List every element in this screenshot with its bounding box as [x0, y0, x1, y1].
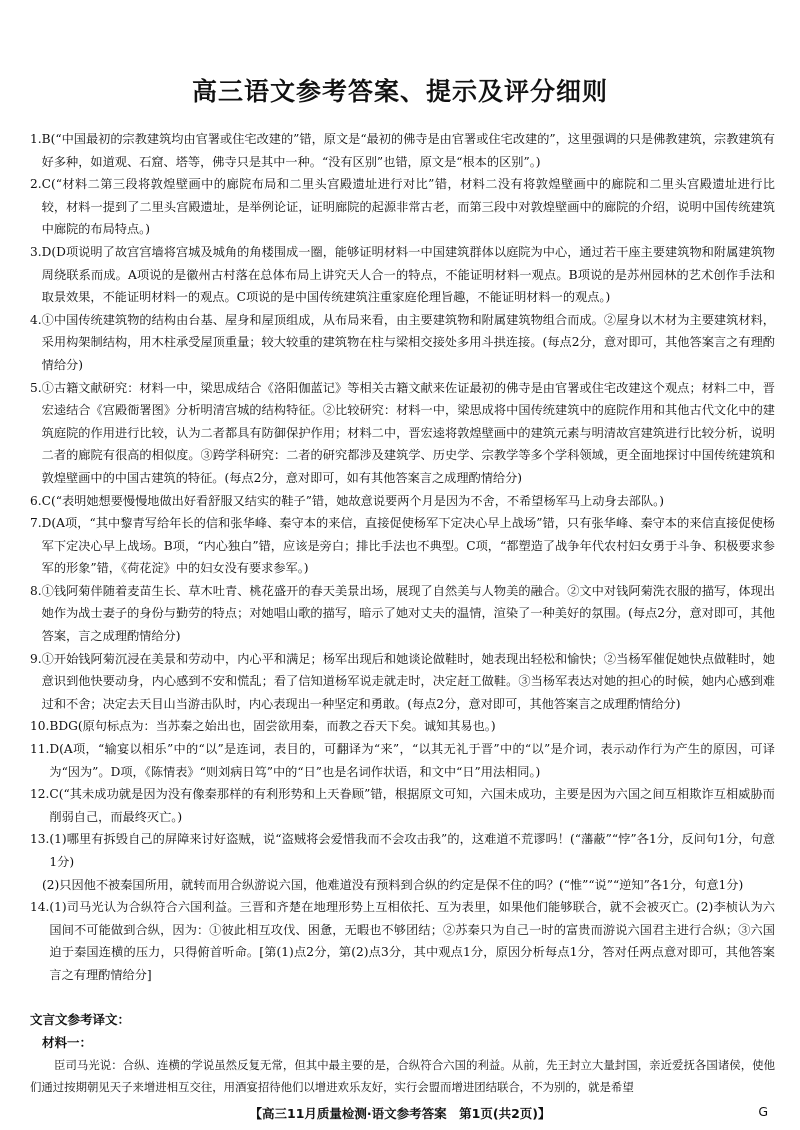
- item-text: B(“中国最初的宗教建筑均由官署或住宅改建的”错，原文是“最初的佛寺是由官署或住宅改建的”，这里强调的只是佛教建筑，宗教建筑有好多种，如道观、石窟、塔等，佛寺只是其中一种。“没有区别”也错，原文是“根本的区别”。): [41, 132, 775, 169]
- item-number: 5.: [30, 380, 42, 395]
- answer-item-11: [30, 738, 775, 783]
- item-text: ①中国传统建筑物的结构由台基、屋身和屋顶组成，从布局来看，由主要建筑物和附属建筑物组合而成。②屋身以木材为主要建筑材料，采用构架制结构，用木柱承受屋顶重量；较大较重的建筑物在柱与梁相交接处多用斗拱连接。(每点2分，意对即可，其他答案言之有理酌情给分): [41, 312, 775, 372]
- answer-item-6: [30, 490, 775, 513]
- answer-item-2: [30, 173, 775, 241]
- item-text: ①古籍文献研究：材料一中，梁思成结合《洛阳伽蓝记》等相关古籍文献来佐证最初的佛寺是由官署或住宅改建这个观点；材料二中，晋宏逵结合《宫殿衙署图》分析明清宫城的结构特征。②比较研究：材料一中，梁思成将中国传统建筑中的庭院作用和其他古代文化中的建筑庭院的作用进行比较，认为二者都具有防御保护作用；材料二中，晋宏逵将敦煌壁画中的建筑元素与明清故宫建筑进行比较分析，说明二者的廊院有很高的相似度。③跨学科研究：二者的研究都涉及建筑学、历史学、宗教学等多个学科领域，更全面地探讨中国传统建筑和敦煌壁画中的中国古建筑的特征。(每点2分，意对即可，如有其他答案言之成理酌情给分): [41, 380, 775, 485]
- answer-item-5: [30, 377, 775, 490]
- item-text: ①开始钱阿菊沉浸在美景和劳动中，内心平和满足；杨军出现后和她谈论做鞋时，她表现出轻松和愉快；②当杨军催促她快点做鞋时，她意识到他快要动身，内心感到不安和慌乱；看了信知道杨军说走就走时，决定赶工做鞋。③当杨军表达对她的担心的时候，她内心感到难过和不舍；决定去天目山当游击队时，内心表现出一种坚定和勇敢。(每点2分，意对即可，其他答案言之成理酌情给分): [41, 651, 775, 711]
- item-text: C(“材料二第三段将敦煌壁画中的廊院布局和二里头宫殿遗址进行对比”错，材料二没有将敦煌壁画中的廊院和二里头宫殿遗址进行比较，材料一提到了二里头宫殿遗址，是举例论证，证明廊院的起源非常古老，而第三段中对敦煌壁画中的廊院的介绍，说明中国传统建筑中廊院的布局特点。): [41, 177, 775, 237]
- item-number: 12.: [30, 787, 50, 802]
- item-text: (2)只因他不被秦国所用，就转而用合纵游说六国，他难道没有预料到合纵的约定是保不住的吗？(“惟”“说”“逆知”各1分，句意1分): [42, 877, 744, 892]
- item-text: C(“其未成功就是因为没有像秦那样的有利形势和上天眷顾”错，根据原文可知，六国未成功，主要是因为六国之间互相欺诈互相威胁而削弱自己，而最终灭亡。): [49, 787, 775, 824]
- answer-item-12: [30, 783, 775, 828]
- item-number: 11.: [30, 742, 50, 757]
- item-text: (1)司马光认为合纵符合六国利益。三晋和齐楚在地理形势上互相依托、互为表里，如果他们能够联合，就不会被灭亡。(2)李桢认为六国间不可能做到合纵，因为：①彼此相互攻伐、困惫，无暇也不够团结；②苏秦只为自己一时的富贵而游说六国君主进行合纵；③六国迫于秦国连横的压力，只得俯首听命。[第(1)点2分，第(2)点3分，其中观点1分，原因分析每点1分，答对任两点意对即可，其他答案言之有理酌情给分]: [49, 900, 775, 982]
- item-text: D(A项，“输宴以相乐”中的“以”是连词，表目的，可翻译为“来”，“以其无礼于晋”中的“以”是介词，表示动作行为产生的原因，可译为“因为”。D项，《陈情表》“则刘病日笃”中的“日”也是名词作状语，和文中“日”用法相同。): [49, 742, 775, 779]
- answer-item-13: [30, 828, 775, 873]
- answer-list: [30, 128, 775, 987]
- item-number: 14.: [30, 900, 50, 915]
- item-number: 6.: [30, 493, 42, 508]
- item-number: 2.: [30, 177, 42, 192]
- item-number: 13.: [30, 832, 50, 847]
- item-number: 7.: [30, 516, 42, 531]
- item-text: ①钱阿菊伴随着麦苗生长、草木吐青、桃花盛开的春天美景出场，展现了自然美与人物美的融合。②文中对钱阿菊洗衣服的描写，体现出她作为战士妻子的身份与勤劳的特点；对她唱山歌的描写，暗示了她对丈夫的温情，渲染了一种美好的氛围。(每点2分，意对即可，其他答案，言之成理酌情给分): [41, 583, 775, 644]
- page-title: 高三语文参考答案、提示及评分细则: [191, 77, 608, 106]
- item-text: (1)哪里有拆毁自己的屏障来讨好盗贼，说“盗贼将会爱惜我而不会攻击我”的，这难道不荒谬吗！(“藩蔽”“悖”各1分，反问句1分，句意1分): [49, 832, 775, 869]
- item-text: BDG(原句标点为：当苏秦之始出也，固尝欲用秦，而教之吞天下矣。诚知其易也。): [49, 719, 496, 734]
- answer-item-4: [30, 309, 775, 377]
- page-footer: 【高三11月质量检测·语文参考答案 第1页(共2页)】: [249, 1106, 551, 1121]
- answer-item-8: [30, 580, 775, 648]
- item-text: D(D项说明了故宫宫墙将宫城及城角的角楼围成一圈，能够证明材料一中国建筑群体以庭院为中心，通过若干座主要建筑物和附属建筑物周绕联系而成。A项说的是徽州古村落在总体布局上讲究天人合一的特点，不能证明材料一观点。B项说的是苏州园林的艺术创作手法和取景效果，不能证明材料一的观点。C项说的是中国传统建筑注重家庭伦理旨趣，不能证明材料一的观点。): [41, 244, 775, 305]
- material-label: 材料一：: [42, 1035, 93, 1050]
- item-number: 8.: [30, 583, 42, 598]
- answer-item-1: [30, 128, 775, 173]
- item-number: 10.: [30, 719, 50, 734]
- item-text: D(A项，“其中黎青写给年长的信和张华峰、秦守本的来信，直接促使杨军下定决心早上战场”错，只有张华峰、秦守本的来信直接促使杨军下定决心早上战场。B项，“内心独白”错，应该是旁白；排比手法也不典型。C项，“都塑造了战争年代农村妇女勇于斗争、积极要求参军的形象”错，《荷花淀》中的妇女没有要求参军。): [41, 516, 775, 576]
- translation-text: 臣司马光说：合纵、连横的学说虽然反复无常，但其中最主要的是，合纵符合六国的利益。从前，先王封立大量封国，亲近爱抚各国诸侯，使他们通过按期朝见天子来增进相互交往，用酒宴招待他们以增进欢乐友好，实行会盟而增进团结联合，不为别的，就是希望: [30, 1058, 775, 1094]
- answer-item-3: [30, 241, 775, 309]
- item-number: 4.: [30, 312, 42, 327]
- answer-item-7: [30, 512, 775, 580]
- answer-item-13-part-2: [30, 874, 775, 897]
- answer-item-10: [30, 715, 775, 738]
- translation-heading: 文言文参考译文：: [30, 1012, 131, 1027]
- item-number: 9.: [30, 651, 42, 666]
- answer-item-14: [30, 896, 775, 986]
- item-text: C(“表明她想要慢慢地做出好看舒服又结实的鞋子”错，她故意说要两个月是因为不舍，不希望杨军马上动身去部队。): [41, 493, 665, 508]
- item-number: 1.: [30, 132, 42, 146]
- item-number: 3.: [30, 244, 42, 259]
- footer-version-mark: G: [758, 1104, 768, 1119]
- answer-item-9: [30, 648, 775, 716]
